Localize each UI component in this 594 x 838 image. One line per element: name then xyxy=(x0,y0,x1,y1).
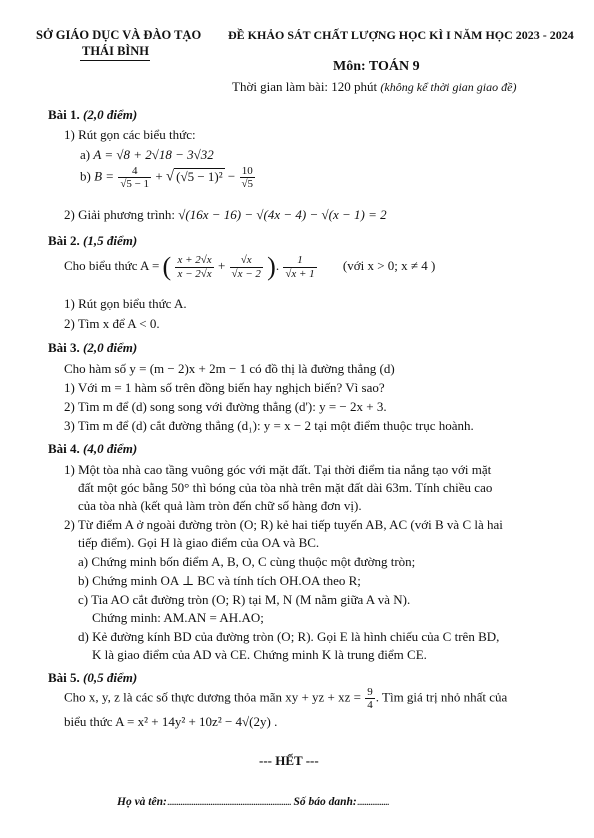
bai4-qd-line1: d) Kẻ đường kính BD của đường tròn (O; R). Gọi E là hình chiếu của C trên BD, xyxy=(78,629,500,644)
bai1-qa-label: a) xyxy=(80,147,91,162)
bai2-expression: Cho biểu thức A = ( $\frac{x + 2√x}{x - 2√x}$ + $\frac{√x}{√x - 2}$ ). $\frac{1}{√x + 1}$ (với x > 0; x ≠ 4 ) xyxy=(64,252,436,281)
bai3-points: (2,0 điểm) xyxy=(83,340,138,355)
bai1-qb-frac1: $\frac{4}{√5 - 1}$ xyxy=(120,165,150,191)
bai3-title: Bài 3. xyxy=(48,340,80,355)
name-label: Họ và tên: xyxy=(117,796,167,808)
department-name: SỞ GIÁO DỤC VÀ ĐÀO TẠO xyxy=(36,28,202,42)
bai5-frac: $\frac{9}{4}$ xyxy=(367,686,373,712)
bai1-qa-expr: A = √8 + 2√18 − 3√32 xyxy=(93,147,214,162)
bai1-qb-var: B = xyxy=(94,168,115,184)
province-underline xyxy=(80,60,150,61)
bai5-line1-b: . Tìm giá trị nhỏ nhất của xyxy=(375,689,508,705)
bai2-frac1: $\frac{x + 2√x}{x - 2√x}$ xyxy=(177,254,212,280)
bai4-qc-line1: c) Tia AO cắt đường tròn (O; R) tại M, N (M nằm giữa A và N). xyxy=(78,592,411,607)
bai5-line1-a: Cho x, y, z là các số thực dương thỏa mãn xy + yz + xz = xyxy=(64,689,361,705)
name-dots: .................................................................. xyxy=(166,796,291,808)
subject-title: Môn: TOÁN 9 xyxy=(333,59,420,74)
bai4-qd-line2: K là giao điểm của AD và CE. Chứng minh K là trung điểm CE. xyxy=(92,647,427,662)
bai2-intro: Cho biểu thức xyxy=(64,257,138,273)
bai5-line1 xyxy=(64,686,507,711)
bai5-title: Bài 5. xyxy=(48,670,80,685)
bai1-qa xyxy=(80,147,214,163)
bai4-q2-line1: 2) Từ điểm A ở ngoài đường tròn (O; R) kẻ hai tiếp tuyến AB, AC (với B và C là hai xyxy=(64,517,503,532)
exam-title: ĐỀ KHẢO SÁT CHẤT LƯỢNG HỌC KÌ I NĂM HỌC 2023 - 2024 xyxy=(228,28,574,42)
time-note: (không kể thời gian giao đề) xyxy=(380,80,517,94)
time-label: Thời gian làm bài: 120 phút xyxy=(232,79,378,94)
bai1-q2-label: 2) Giải phương trình: xyxy=(64,207,176,222)
bai2-condition: (với x > 0; x ≠ 4 ) xyxy=(342,257,436,273)
bai4-q1-line2: đất một góc bằng 50° thì bóng của tòa nhà trên mặt đất dài 63m. Tính chiều cao xyxy=(78,480,493,495)
bai4-q1-line1: 1) Một tòa nhà cao tầng vuông góc với mặt đất. Tại thời điểm tia nắng tạo với mặt xyxy=(64,462,492,477)
bai1-points: (2,0 điểm) xyxy=(83,107,138,122)
bai2-var: A = xyxy=(140,257,160,273)
bai1-qb-frac2: $\frac{10}{√5}$ xyxy=(241,165,254,191)
bai1-q1: 1) Rút gọn các biểu thức: xyxy=(64,127,196,142)
bai2-title: Bài 2. xyxy=(48,233,80,248)
bai2-q2: 2) Tìm x để A < 0. xyxy=(64,316,160,331)
bai3-q3: 3) Tìm m để (d) cắt đường thẳng (d₁): y = x − 2 tại một điểm thuộc trục hoành. xyxy=(64,418,474,433)
bai1-qb: b) B = $\frac{4}{√5 - 1}$ + √ (√5 − 1)² − $\frac{10}{√5}$ xyxy=(80,165,254,191)
bai2-heading xyxy=(48,233,137,249)
bai5-points: (0,5 điểm) xyxy=(83,670,138,685)
end-marker: --- HẾT --- xyxy=(259,753,319,768)
bai2-q1: 1) Rút gọn biểu thức A. xyxy=(64,296,187,311)
bai3-heading xyxy=(48,340,137,356)
bai4-q1-line3: của tòa nhà (kết quả làm tròn đến chữ số hàng đơn vị). xyxy=(78,498,362,513)
bai4-q2-line2: tiếp điểm). Gọi H là giao điểm của OA và BC. xyxy=(78,535,320,550)
bai3-intro: Cho hàm số y = (m − 2)x + 2m − 1 có đồ thị là đường thẳng (d) xyxy=(64,361,395,376)
bai1-qb-sqrt: (√5 − 1)² xyxy=(176,168,223,184)
bai3-q2: 2) Tìm m để (d) song song với đường thẳng (d'): y = − 2x + 3. xyxy=(64,399,387,414)
bai4-points: (4,0 điểm) xyxy=(83,441,138,456)
bai1-title: Bài 1. xyxy=(48,107,80,122)
bai1-heading xyxy=(48,107,137,123)
sbd-dots: ................. xyxy=(356,796,389,808)
bai4-title: Bài 4. xyxy=(48,441,80,456)
bai2-frac2: $\frac{√x}{√x - 2}$ xyxy=(231,254,261,280)
bai4-qb: b) Chứng minh OA ⊥ BC và tính tích OH.OA theo R; xyxy=(78,573,361,588)
bai4-qa: a) Chứng minh bốn điểm A, B, O, C cùng thuộc một đường tròn; xyxy=(78,554,416,569)
bai1-q2 xyxy=(64,207,387,223)
sbd-label: Số báo danh: xyxy=(293,796,357,808)
bai1-qb-label: b) xyxy=(80,168,91,184)
bai3-q1: 1) Với m = 1 hàm số trên đồng biến hay nghịch biến? Vì sao? xyxy=(64,380,385,395)
bai5-heading xyxy=(48,670,137,686)
bai4-qc-line2: Chứng minh: AM.AN = AH.AO; xyxy=(92,610,264,625)
bai2-frac3: $\frac{1}{√x + 1}$ xyxy=(285,254,315,280)
bai4-heading xyxy=(48,441,137,457)
province-name: THÁI BÌNH xyxy=(82,44,150,58)
bai2-points: (1,5 điểm) xyxy=(83,233,138,248)
candidate-info xyxy=(117,795,389,809)
bai5-line2: biểu thức A = x² + 14y² + 10z² − 4√(2y) . xyxy=(64,714,278,729)
time-info xyxy=(232,79,516,95)
bai1-q2-expr: √(16x − 16) − √(4x − 4) − √(x − 1) = 2 xyxy=(178,207,387,222)
